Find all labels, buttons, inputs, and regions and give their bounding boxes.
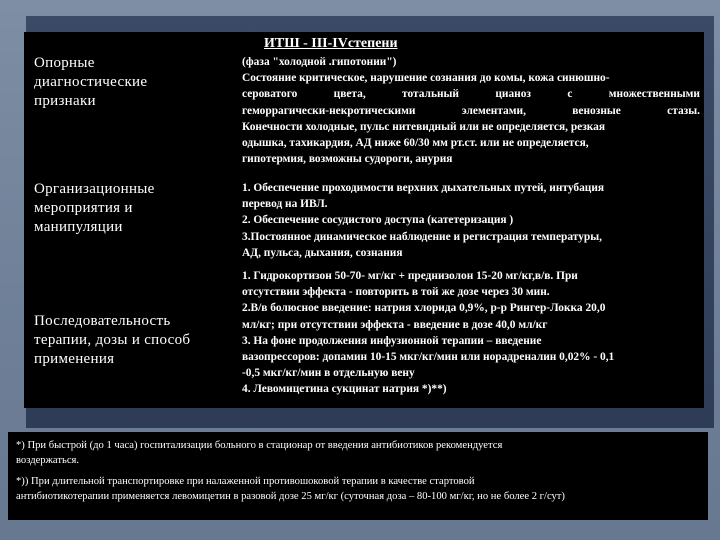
- row-body-line: Конечности холодные, пульс нитевидный или не определяется, резкая: [242, 120, 606, 133]
- row-body-line: сероватого цвета, тотальный цианоз с множественными: [242, 88, 700, 101]
- row-label-diagnostic-signs: [34, 54, 147, 111]
- footnote-line: *)) При длительной транспортировке при налаженной противошоковой терапии в качестве стартовой: [16, 476, 475, 487]
- row-body-line: отсутствии эффекта - повторить в той же дозе через 30 мин.: [242, 286, 550, 299]
- protocol-table: [24, 32, 704, 408]
- row-body-line: гипотермия, возможны судороги, анурия: [242, 153, 453, 166]
- row-label-line: мероприятия и: [34, 200, 133, 216]
- row-label-organizational-measures: [34, 180, 155, 237]
- row-body-organizational-measures: [242, 180, 700, 261]
- footnote-line: воздержаться.: [16, 455, 80, 466]
- row-body-line: 4. Левомицетина сукцинат натрия *)**): [242, 383, 447, 396]
- row-body-line: Состояние критическое, нарушение сознания до комы, кожа синюшно-: [242, 72, 610, 85]
- row-label-line: Организационные: [34, 181, 155, 197]
- footnote-line: *) При быстрой (до 1 часа) госпитализации больного в стационар от введения антибиотиков рекомендуется: [16, 440, 503, 451]
- row-body-diagnostic-signs: [242, 54, 700, 167]
- footnote-line: антибиотикотерапии применяется левомицетин в разовой дозе 25 мг/кг (суточная доза – 80-100 мг/кг, но не более 2 г/сут): [16, 491, 565, 502]
- footnotes-panel: [8, 432, 708, 520]
- footnote-1: [16, 438, 706, 468]
- row-body-line: перевод на ИВЛ.: [242, 198, 328, 211]
- row-body-line: АД, пульса, дыхания, сознания: [242, 246, 403, 259]
- row-body-line: вазопрессоров: допамин 10-15 мкг/кг/мин или норадреналин 0,02% - 0,1: [242, 351, 615, 364]
- row-body-line: (фаза "холодной .гипотонии"): [242, 56, 397, 68]
- row-body-line: одышка, тахикардия, АД ниже 60/30 мм рт.ст. или не определяется,: [242, 137, 589, 150]
- row-label-line: диагностические: [34, 74, 148, 90]
- row-label-line: терапии, дозы и способ: [34, 332, 191, 348]
- row-label-line: Последовательность: [34, 313, 171, 329]
- row-body-line: геморрагически-некротическими элементами, венозные стазы.: [242, 104, 700, 117]
- row-body-therapy-sequence: [242, 268, 700, 398]
- row-label-line: манипуляции: [34, 219, 123, 235]
- row-body-line: мл/кг; при отсутствии эффекта - введение в дозе 40,0 мл/кг: [242, 318, 548, 331]
- row-label-line: применения: [34, 351, 115, 367]
- row-body-line: 3. На фоне продолжения инфузионной терапии – введение: [242, 334, 542, 347]
- row-body-line: 2. Обеспечение сосудистого доступа (катетеризация ): [242, 214, 514, 227]
- row-body-line: 1. Обеспечение проходимости верхних дыхательных путей, интубация: [242, 182, 605, 194]
- row-body-line: 1. Гидрокортизон 50-70- мг/кг + преднизолон 15-20 мг/кг,в/в. При: [242, 270, 578, 282]
- table-title: ИТШ - III-IVстепени: [264, 36, 398, 51]
- footnote-2: [16, 474, 706, 504]
- row-label-therapy-sequence: [34, 312, 190, 369]
- row-body-line: 2.В/в болюсное введение: натрия хлорида 0,9%, р-р Рингер-Локка 20,0: [242, 302, 606, 315]
- row-label-line: признаки: [34, 93, 96, 109]
- row-body-line: -0,5 мкг/кг/мин в отдельную вену: [242, 367, 415, 380]
- row-label-line: Опорные: [34, 55, 95, 71]
- row-body-line: 3.Постоянное динамическое наблюдение и регистрация температуры,: [242, 230, 602, 243]
